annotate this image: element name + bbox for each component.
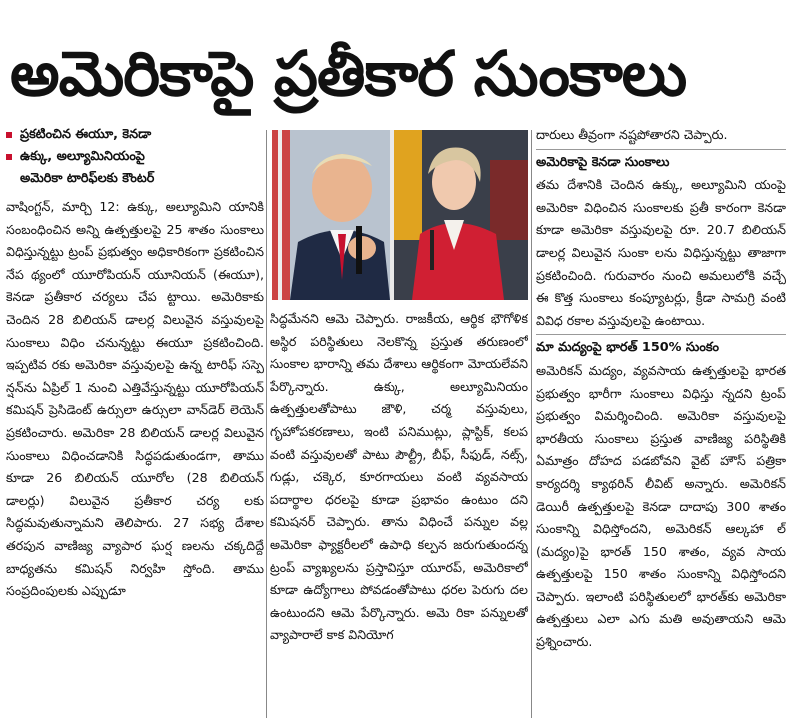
bullet-square-icon — [6, 154, 12, 160]
bullet-item — [6, 146, 264, 168]
subheading: అమెరికాపై కెనడా సుంకాలు — [536, 149, 786, 175]
highlight-bullets — [6, 124, 264, 190]
article-paragraph: తమ దేశానికి చెందిన ఉక్కు, అల్యూమిని యంపై అమెరికా విధించిన సుంకాలకు ప్రతీ కారంగా కెనడా కూడా అమెరికా వస్తువులపై రూ. 20.7 బిలియన్ డాలర్ల విలువైన సుంకా లను విధిస్తున్నట్టు తాజాగా ప్రకటించింది. గురువారం నుంచి అమలులోకి వచ్చే ఈ కొత్త సుంకాలు కంప్యూటర్లు, క్రీడా సామగ్రి వంటి వివిధ రకాల వస్తువులపై ఉంటాయి. — [536, 177, 786, 328]
bullet-item — [6, 168, 264, 190]
leaders-photo — [272, 130, 528, 300]
article-column-1 — [6, 124, 264, 718]
article-column-3 — [536, 124, 786, 718]
bullet-text: ప్రకటించిన ఈయూ, కెనడా — [20, 127, 152, 142]
column-divider — [266, 130, 267, 718]
bullet-item — [6, 124, 264, 146]
subheading: మా మద్యంపై భారత్ 150% సుంకం — [536, 334, 786, 360]
article-column-2 — [270, 308, 528, 718]
headline: అమెరికాపై ప్రతీకార సుంకాలు — [10, 37, 687, 110]
article-photo — [272, 130, 528, 300]
article-paragraph: వాషింగ్టన్, మార్చి 12: ఉక్కు, అల్యూమిని యానికి సంబంధించిన అన్ని ఉత్పత్తులపై 25 శాతం సుంకాలు విధిస్తున్నట్టు ట్రంప్ ప్రభుత్వం అధికారికంగా ప్రకటించిన నేప థ్యంలో యూరోపియన్ యూనియన్ (ఈయూ), కెనడా ప్రతీకార చర్యలు చేప ట్టాయి. అమెరికాకు చెందిన 28 బిలియన్ డాలర్ల విలువైన వస్తువులపై సుంకాలు విధిం చనున్నట్టు ఈయూ ప్రకటించింది. ఇప్పటివ రకు అమెరికా వస్తువులపై ఉన్న టారిఫ్ సస్పె న్షన్‌ను ఏప్రిల్ 1 నుంచి ఎత్తివేస్తున్నట్టు యూరోపియన్ కమిషన్ ప్రెసిడెంట్ ఉర్సులా ఉర్సులా వాన్‌డెర్ లెయెన్ ప్రకటించారు. అమెరికా 28 బిలియన్ డాలర్ల విలువైన సుంకాలు విధించడానికి సిద్ధపడుతుండగా, తాము కూడా 26 బిలియన్ యూరోల (28 బిలియన్ డాలర్లు) విలువైన ప్రతీకార చర్య లకు సిద్ధమవుతున్నామని తెలిపారు. 27 సభ్య దేశాల తరపున వాణిజ్య వ్యాపార ఘర్ష ణలను చక్కదిద్దే బాధ్యతను కమిషన్ నిర్వహి స్తోంది. తాము సంప్రదింపులకు ఎప్పుడూ — [6, 199, 264, 599]
bullet-text: అమెరికా టారిఫ్‌లకు కౌంటర్ — [20, 171, 155, 186]
article-paragraph: సిద్ధమేనని ఆమె చెప్పారు. రాజకీయ, ఆర్థిక భౌగోళిక అస్థిర పరిస్థితులు నెలకొన్న ప్రస్తుత తరుణంలో సుంకాల భారాన్ని తమ దేశాలు ఆర్థికంగా మోయలేవని పేర్కొన్నారు. ఉక్కు, అల్యూమినియం ఉత్పత్తులతోపాటు జౌళి, చర్మ వస్తువులు, గృహోపకరణాలు, ఇంటి పనిముట్లు, ప్లాస్టిక్, కలప వంటి వస్తువులతో పాటు పౌల్ట్రీ, బీఫ్, సీఫుడ్, నట్స్, గుడ్లు, చక్కెర, కూరగాయలు వంటి వ్యవసాయ పదార్థాల ధరలపై కూడా ప్రభావం ఉంటుం దని కమిషనర్ చెప్పారు. తాను విధించే పన్నుల వల్ల అమెరికా ఫ్యాక్టరీలలో ఉపాధి కల్పన జరుగుతుందన్న ట్రంప్ వ్యాఖ్యలను ప్రస్తావిస్తూ యూరప్, అమెరికాలో కూడా ఉద్యోగాలు పోవడంతోపాటు ధరల పెరుగు దల ఉంటుందని ఆమె పేర్కొన్నారు. అమె రికా పన్నులతో వ్యాపారాలే కాక వినియోగ — [270, 311, 528, 643]
bullet-square-icon — [6, 132, 12, 138]
article-paragraph: దారులు తీవ్రంగా నష్టపోతారని చెప్పారు. — [536, 127, 728, 142]
bullet-text: ఉక్కు, అల్యూమినియంపై — [20, 149, 145, 164]
article-paragraph: అమెరికన్ మద్యం, వ్యవసాయ ఉత్పత్తులపై భారత ప్రభుత్వం భారీగా సుంకాలు విధిస్తు న్నదని ట్రంప్ ప్రభుత్వం విమర్శించింది. అమెరికా వస్తువులపై భారతీయ సుంకాలు ప్రస్తుత వాణిజ్య పరిస్థితికి ఏమాత్రం దోహద పడబోవని వైట్ హౌస్ పత్రికా కార్యదర్శి క్యాథరిన్ లీవిట్ అన్నారు. అమెరికన్ డెయిరీ ఉత్పత్తులపై కెనడా దాదాపు 300 శాతం సుంకాన్ని విధిస్తోందని, అమెరికన్ ఆల్కహా ల్ (మద్యం)పై భారత్ 150 శాతం, వ్యవ సాయ ఉత్పత్తులపై 150 శాతం సుంకాన్ని విధిస్తోందని చెప్పారు. ఇలాంటి పరిస్థితులలో భారత్‌కు అమెరికా ఉత్పత్తులు ఎలా ఎగు మతి అవుతాయని ఆమె ప్రశ్నించారు. — [536, 362, 786, 650]
column-divider — [531, 130, 532, 718]
